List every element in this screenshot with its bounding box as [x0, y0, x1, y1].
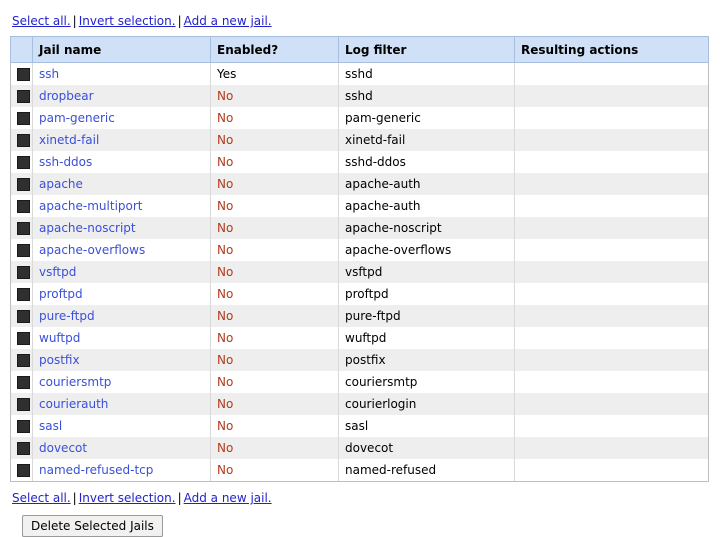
table-body [11, 63, 709, 482]
row-select-cell [11, 151, 33, 173]
row-checkbox[interactable] [17, 420, 30, 433]
top-action-links [12, 14, 710, 28]
jail-name-cell [33, 393, 211, 415]
table-row [11, 173, 709, 195]
row-select-cell [11, 437, 33, 459]
table-row [11, 107, 709, 129]
resulting-actions-cell [515, 173, 709, 195]
jail-name-link[interactable]: pam-generic [39, 111, 115, 125]
row-checkbox[interactable] [17, 156, 30, 169]
row-checkbox[interactable] [17, 442, 30, 455]
jail-name-cell [33, 85, 211, 107]
row-select-cell [11, 261, 33, 283]
resulting-actions-cell [515, 437, 709, 459]
row-checkbox[interactable] [17, 178, 30, 191]
log-filter-cell: pure-ftpd [339, 305, 515, 327]
enabled-cell [211, 261, 339, 283]
link-separator: | [177, 491, 182, 505]
jail-name-link[interactable]: postfix [39, 353, 80, 367]
row-select-cell [11, 393, 33, 415]
table-row [11, 459, 709, 482]
row-select-cell [11, 195, 33, 217]
column-header-jail-name: Jail name [33, 37, 211, 63]
jail-name-link[interactable]: vsftpd [39, 265, 77, 279]
bottom-action-links [12, 491, 710, 505]
table-row [11, 393, 709, 415]
jails-table [10, 36, 709, 482]
table-row [11, 239, 709, 261]
log-filter-cell: pam-generic [339, 107, 515, 129]
row-checkbox[interactable] [17, 134, 30, 147]
jail-name-cell [33, 107, 211, 129]
log-filter-cell: apache-overflows [339, 239, 515, 261]
jail-name-cell [33, 459, 211, 482]
jail-name-cell [33, 173, 211, 195]
column-header-log-filter: Log filter [339, 37, 515, 63]
row-checkbox[interactable] [17, 464, 30, 477]
jail-name-link[interactable]: couriersmtp [39, 375, 112, 389]
table-row [11, 261, 709, 283]
row-select-cell [11, 239, 33, 261]
log-filter-cell: named-refused [339, 459, 515, 482]
column-header-checkbox [11, 37, 33, 63]
jail-name-link[interactable]: xinetd-fail [39, 133, 100, 147]
row-checkbox[interactable] [17, 222, 30, 235]
row-checkbox[interactable] [17, 112, 30, 125]
jail-name-cell [33, 129, 211, 151]
invert-selection-link-bottom[interactable]: Invert selection. [78, 491, 176, 505]
row-checkbox[interactable] [17, 266, 30, 279]
jail-name-link[interactable]: apache-multiport [39, 199, 143, 213]
table-row [11, 437, 709, 459]
log-filter-cell: xinetd-fail [339, 129, 515, 151]
enabled-value: No [217, 331, 234, 345]
log-filter-cell: proftpd [339, 283, 515, 305]
table-row [11, 129, 709, 151]
log-filter-cell: sshd [339, 63, 515, 86]
row-checkbox[interactable] [17, 310, 30, 323]
row-checkbox[interactable] [17, 200, 30, 213]
log-filter-cell: vsftpd [339, 261, 515, 283]
log-filter-cell: postfix [339, 349, 515, 371]
invert-selection-link-top[interactable]: Invert selection. [78, 14, 176, 28]
resulting-actions-cell [515, 107, 709, 129]
enabled-value: No [217, 243, 234, 257]
jail-name-cell [33, 217, 211, 239]
log-filter-cell: apache-noscript [339, 217, 515, 239]
row-checkbox[interactable] [17, 354, 30, 367]
row-select-cell [11, 305, 33, 327]
jail-name-link[interactable]: sasl [39, 419, 63, 433]
row-checkbox[interactable] [17, 376, 30, 389]
enabled-cell [211, 371, 339, 393]
enabled-value: No [217, 221, 234, 235]
log-filter-cell: apache-auth [339, 195, 515, 217]
row-select-cell [11, 63, 33, 86]
enabled-value: No [217, 265, 234, 279]
row-select-cell [11, 107, 33, 129]
table-row [11, 305, 709, 327]
row-select-cell [11, 173, 33, 195]
link-separator: | [72, 14, 77, 28]
enabled-cell [211, 195, 339, 217]
enabled-value: No [217, 441, 234, 455]
enabled-value: No [217, 89, 234, 103]
enabled-cell [211, 63, 339, 86]
delete-selected-jails-button[interactable]: Delete Selected Jails [22, 515, 163, 537]
enabled-value: No [217, 177, 234, 191]
enabled-value: No [217, 111, 234, 125]
jail-name-link[interactable]: proftpd [39, 287, 83, 301]
enabled-value: No [217, 353, 234, 367]
enabled-cell [211, 239, 339, 261]
add-new-jail-link-bottom[interactable]: Add a new jail. [183, 491, 272, 505]
log-filter-cell: sshd [339, 85, 515, 107]
log-filter-cell: dovecot [339, 437, 515, 459]
enabled-cell [211, 217, 339, 239]
enabled-cell [211, 393, 339, 415]
resulting-actions-cell [515, 217, 709, 239]
enabled-value: Yes [217, 67, 237, 81]
table-row [11, 217, 709, 239]
table-row [11, 349, 709, 371]
resulting-actions-cell [515, 195, 709, 217]
row-select-cell [11, 371, 33, 393]
row-select-cell [11, 349, 33, 371]
column-header-enabled: Enabled? [211, 37, 339, 63]
enabled-cell [211, 129, 339, 151]
link-separator: | [177, 14, 182, 28]
row-select-cell [11, 415, 33, 437]
footer-buttons [22, 515, 710, 537]
jail-name-cell [33, 63, 211, 86]
jail-name-link[interactable]: apache-noscript [39, 221, 136, 235]
jail-name-cell [33, 349, 211, 371]
column-header-resulting-actions: Resulting actions [515, 37, 709, 63]
table-row [11, 85, 709, 107]
enabled-cell [211, 151, 339, 173]
jail-name-link[interactable]: ssh-ddos [39, 155, 93, 169]
select-all-link-top[interactable]: Select all. [12, 14, 71, 28]
resulting-actions-cell [515, 151, 709, 173]
resulting-actions-cell [515, 415, 709, 437]
enabled-value: No [217, 463, 234, 477]
row-select-cell [11, 327, 33, 349]
jail-name-link[interactable]: named-refused-tcp [39, 463, 154, 477]
resulting-actions-cell [515, 63, 709, 86]
resulting-actions-cell [515, 349, 709, 371]
jail-name-cell [33, 261, 211, 283]
enabled-cell [211, 107, 339, 129]
jail-name-cell [33, 151, 211, 173]
row-select-cell [11, 217, 33, 239]
jail-name-link[interactable]: apache [39, 177, 83, 191]
jail-name-link[interactable]: apache-overflows [39, 243, 146, 257]
enabled-cell [211, 459, 339, 482]
enabled-cell [211, 305, 339, 327]
jail-name-link[interactable]: dropbear [39, 89, 94, 103]
enabled-value: No [217, 375, 234, 389]
table-row [11, 151, 709, 173]
enabled-value: No [217, 199, 234, 213]
row-checkbox[interactable] [17, 68, 30, 81]
enabled-cell [211, 415, 339, 437]
table-row [11, 283, 709, 305]
log-filter-cell: apache-auth [339, 173, 515, 195]
jail-name-cell [33, 283, 211, 305]
jail-name-cell [33, 437, 211, 459]
select-all-link-bottom[interactable]: Select all. [12, 491, 71, 505]
resulting-actions-cell [515, 85, 709, 107]
jail-name-link[interactable]: courierauth [39, 397, 109, 411]
row-checkbox[interactable] [17, 244, 30, 257]
jail-name-cell [33, 239, 211, 261]
resulting-actions-cell [515, 129, 709, 151]
resulting-actions-cell [515, 305, 709, 327]
log-filter-cell: couriersmtp [339, 371, 515, 393]
enabled-cell [211, 327, 339, 349]
jail-name-cell [33, 305, 211, 327]
row-checkbox[interactable] [17, 90, 30, 103]
link-separator: | [72, 491, 77, 505]
resulting-actions-cell [515, 261, 709, 283]
jail-name-cell [33, 195, 211, 217]
table-row [11, 327, 709, 349]
jail-name-link[interactable]: pure-ftpd [39, 309, 95, 323]
resulting-actions-cell [515, 327, 709, 349]
log-filter-cell: sasl [339, 415, 515, 437]
jail-name-cell [33, 327, 211, 349]
resulting-actions-cell [515, 393, 709, 415]
table-header [11, 37, 709, 63]
enabled-cell [211, 437, 339, 459]
resulting-actions-cell [515, 283, 709, 305]
jail-name-cell [33, 371, 211, 393]
enabled-cell [211, 283, 339, 305]
row-select-cell [11, 283, 33, 305]
table-row [11, 415, 709, 437]
row-select-cell [11, 459, 33, 482]
log-filter-cell: sshd-ddos [339, 151, 515, 173]
enabled-cell [211, 349, 339, 371]
row-select-cell [11, 129, 33, 151]
row-checkbox[interactable] [17, 288, 30, 301]
add-new-jail-link-top[interactable]: Add a new jail. [183, 14, 272, 28]
row-checkbox[interactable] [17, 332, 30, 345]
table-row [11, 195, 709, 217]
enabled-value: No [217, 287, 234, 301]
enabled-value: No [217, 309, 234, 323]
log-filter-cell: courierlogin [339, 393, 515, 415]
enabled-cell [211, 173, 339, 195]
table-header-row [11, 37, 709, 63]
enabled-value: No [217, 419, 234, 433]
row-checkbox[interactable] [17, 398, 30, 411]
jail-name-link[interactable]: ssh [39, 67, 60, 81]
resulting-actions-cell [515, 371, 709, 393]
table-row [11, 63, 709, 86]
enabled-value: No [217, 397, 234, 411]
log-filter-cell: wuftpd [339, 327, 515, 349]
jail-name-cell [33, 415, 211, 437]
enabled-value: No [217, 155, 234, 169]
resulting-actions-cell [515, 239, 709, 261]
resulting-actions-cell [515, 459, 709, 482]
jail-name-link[interactable]: wuftpd [39, 331, 81, 345]
table-row [11, 371, 709, 393]
enabled-cell [211, 85, 339, 107]
enabled-value: No [217, 133, 234, 147]
jail-name-link[interactable]: dovecot [39, 441, 88, 455]
row-select-cell [11, 85, 33, 107]
